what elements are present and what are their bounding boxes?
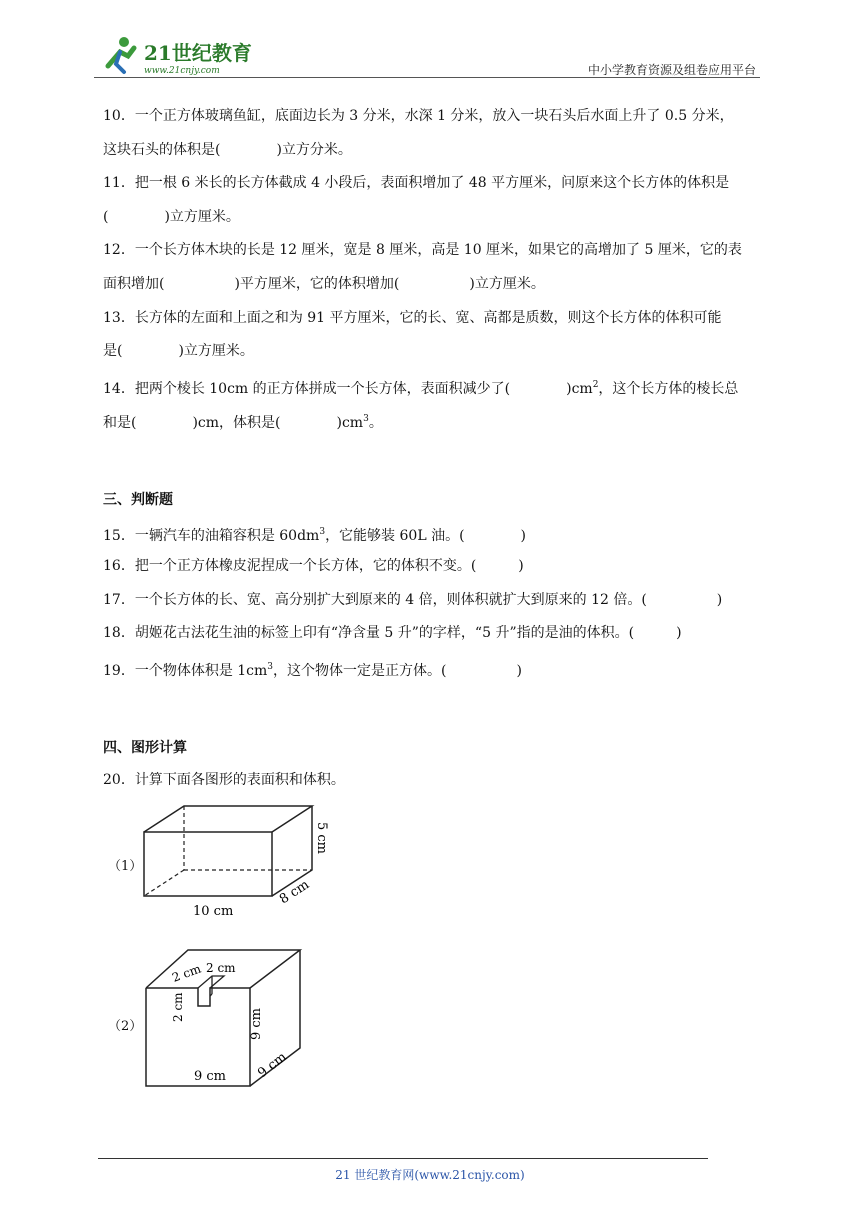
q16: 16．把一个正方体橡皮泥捏成一个长方体，它的体积不变。( ) (103, 558, 524, 574)
q12-line1: 12．一个长方体木块的长是 12 厘米，宽是 8 厘米，高是 10 厘米，如果它的高增加了 5 厘米，它的表 (103, 242, 742, 258)
fig2-notch-a: 2 cm (170, 961, 203, 985)
fig1-length: 10 cm (193, 904, 234, 919)
logo-url: www.21cnjy.com (144, 66, 220, 76)
q14-line2: 和是( )cm，体积是( )$cm^3$。 (103, 414, 383, 431)
platform-name: 中小学教育资源及组卷应用平台 (587, 63, 756, 77)
q20: 20．计算下面各图形的表面积和体积。 (103, 772, 345, 788)
fig2-edge-front: 9 cm (194, 1069, 227, 1084)
q15: 15．一辆汽车的油箱容积是 $60dm^3$，它能够装 60L 油。( ) (103, 527, 526, 544)
q12-line2: 面积增加( )平方厘米，它的体积增加( )立方厘米。 (103, 276, 545, 292)
q11-line2: ( )立方厘米。 (103, 209, 240, 225)
q19: 19．一个物体体积是 $1cm^3$，这个物体一定是正方体。( ) (103, 662, 522, 679)
section3-title: 三、判断题 (103, 492, 173, 508)
logo-text: 21世纪教育 (144, 41, 252, 65)
fig1-height: 5 cm (314, 822, 329, 855)
fig1-label: （1） (108, 859, 143, 874)
section4-title: 四、图形计算 (103, 740, 187, 756)
footer-divider (98, 1158, 708, 1159)
q11-line1: 11．把一根 6 米长的长方体截成 4 小段后，表面积增加了 48 平方厘米，问原来这个长方体的体积是 (103, 175, 730, 191)
fig2-label: （2） (108, 1019, 143, 1034)
q17: 17．一个长方体的长、宽、高分别扩大到原来的 4 倍，则体积就扩大到原来的 12 倍。( ) (103, 592, 723, 608)
fig2-edge-height: 9 cm (249, 1007, 264, 1040)
q13-line1: 13．长方体的左面和上面之和为 91 平方厘米，它的长、宽、高都是质数，则这个长方体的体积可能 (103, 310, 722, 326)
footer-text: 21 世纪教育网(www.21cnjy.com) (335, 1168, 525, 1182)
fig1-width: 8 cm (277, 877, 313, 908)
q14-line1: 14．把两个棱长 10cm 的正方体拼成一个长方体，表面积减少了( )$cm^2$，这个长方体的棱长总 (103, 380, 739, 397)
fig2-edge-depth: 9 cm (255, 1049, 290, 1082)
q13-line2: 是( )立方厘米。 (103, 343, 254, 359)
fig2-notch-b: 2 cm (206, 961, 236, 975)
q18: 18．胡姬花古法花生油的标签上印有“净含量 5 升”的字样，“5 升”指的是油的体积。( ) (103, 625, 682, 641)
q10-line2: 这块石头的体积是( )立方分米。 (103, 142, 352, 158)
cuboid-figure-1 (138, 800, 338, 922)
fig2-notch-c: 2 cm (171, 992, 185, 1022)
cube-notch-figure-2 (138, 942, 308, 1092)
site-logo (94, 30, 264, 80)
runner-icon (108, 37, 134, 72)
q10-line1: 10．一个正方体玻璃鱼缸，底面边长为 3 分米，水深 1 分米，放入一块石头后水面上升了 0.5 分米， (103, 108, 734, 124)
header-divider (94, 77, 760, 78)
